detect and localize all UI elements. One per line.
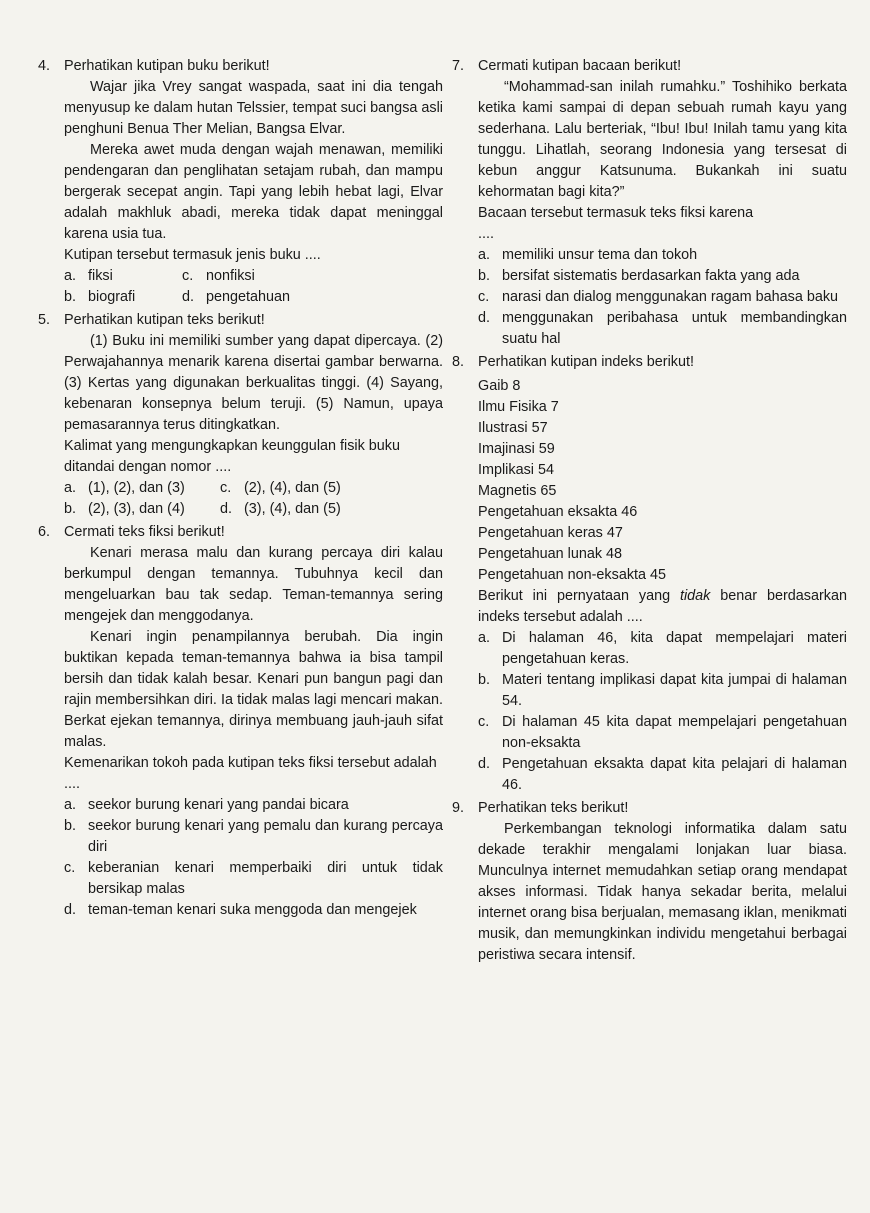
stem-text: benar berdasarkan indeks tersebut adalah ....: [478, 588, 847, 625]
option-text: Di halaman 46, kita dapat mempelajari materi pengetahuan keras.: [502, 630, 847, 667]
option-letter: a.: [64, 480, 77, 496]
option-c[interactable]: [220, 478, 443, 499]
option-text: seekor burung kenari yang pandai bicara: [88, 797, 349, 813]
option-d[interactable]: [220, 499, 443, 520]
index-entry: Ilmu Fisika 7: [478, 399, 559, 415]
question-stem: Kutipan tersebut termasuk jenis buku ....: [64, 247, 321, 263]
passage-paragraph: Perkembangan teknologi informatika dalam satu dekade terakhir mengalami lonjakan luar biasa. Munculnya internet memudahkan setiap orang mendapat akses informasi. Tidak hanya sekadar berita, melalui internet orang bisa berjualan, memasang iklan, menikmati musik, dan memungkinkan individu mengetahui berbagai peristiwa secara intensif.: [478, 821, 847, 963]
passage: [64, 331, 443, 436]
question-8: [452, 352, 847, 796]
passage-paragraph: Mereka awet muda dengan wajah menawan, memiliki pendengaran dan penglihatan setajam rubah, dan mampu bergerak secepat angin. Tapi yang lebih hebat lagi, Elvar adalah makhluk abadi, mereka tidak dapat meninggal karena usia tua.: [64, 142, 443, 242]
option-text: menggunakan peribahasa untuk membandingkan suatu hal: [502, 310, 847, 347]
option-text: nonfiksi: [206, 268, 255, 284]
option-text: (2), (4), dan (5): [244, 480, 341, 496]
option-letter: b.: [64, 818, 77, 834]
question-stem-ellipsis: ....: [478, 226, 494, 242]
right-column: [452, 56, 847, 966]
option-text: memiliki unsur tema dan tokoh: [502, 247, 698, 263]
question-number: 8.: [452, 354, 465, 370]
option-letter: b.: [64, 289, 77, 305]
passage-paragraph: “Mohammad-san inilah rumahku.” Toshihiko berkata ketika kami sampai di depan sebuah rumah kayu yang sederhana. Lalu berteriak, “Ibu! Ibu! Inilah tamu yang kita tunggu. Lihatlah, seorang Indonesia yang tersesat di kebun anggur Katsunuma. Bukankah ini suatu kehormatan bagi kita?”: [478, 79, 847, 200]
passage-paragraph: Kenari ingin penampilannya berubah. Dia ingin buktikan kepada teman-temannya bahwa ia bisa tampil bersih dan tidak kalah besar. Kenari pun bangun pagi dan rajin membersihkan diri. Ia tidak malas lagi mencari makan. Berkat ejekan temannya, dirinya membuang jauh-jauh sifat malas.: [64, 629, 443, 750]
option-letter: c.: [64, 860, 76, 876]
option-c[interactable]: [182, 266, 443, 287]
option-a[interactable]: [64, 266, 182, 287]
question-heading: Perhatikan kutipan buku berikut!: [64, 58, 270, 74]
option-d[interactable]: [478, 308, 847, 350]
option-letter: b.: [478, 268, 491, 284]
question-number: 9.: [452, 800, 465, 816]
stem-emphasis: tidak: [679, 588, 711, 604]
index-entry: Pengetahuan lunak 48: [478, 546, 623, 562]
question-heading: Cermati teks fiksi berikut!: [64, 524, 225, 540]
left-column: [38, 56, 443, 921]
question-5: [38, 310, 443, 520]
question-7: [452, 56, 847, 350]
option-a[interactable]: [64, 795, 443, 816]
index-entry: Magnetis 65: [478, 483, 557, 499]
option-letter: d.: [64, 902, 77, 918]
passage-paragraph: Kenari merasa malu dan kurang percaya diri kalau berkumpul dengan temannya. Tubuhnya kecil dan mengeluarkan bau tak sedap. Teman-temannya sering mengejek dan menggodanya.: [64, 545, 443, 624]
question-stem: Bacaan tersebut termasuk teks fiksi karena: [478, 205, 754, 221]
option-text: seekor burung kenari yang pemalu dan kurang percaya diri: [88, 818, 443, 855]
question-number: 6.: [38, 524, 51, 540]
passage-paragraph: Wajar jika Vrey sangat waspada, saat ini dia tengah menyusup ke dalam hutan Telssier, tempat suci bangsa asli penghuni Benua Ther Melian, Bangsa Elvar.: [64, 79, 443, 137]
option-c[interactable]: [478, 287, 847, 308]
option-letter: c.: [220, 480, 232, 496]
option-letter: c.: [182, 268, 194, 284]
option-text: teman-teman kenari suka menggoda dan mengejek: [88, 902, 417, 918]
question-heading: Perhatikan teks berikut!: [478, 800, 629, 816]
option-text: Pengetahuan eksakta dapat kita pelajari di halaman 46.: [502, 756, 847, 793]
question-stem: Kemenarikan tokoh pada kutipan teks fiksi tersebut adalah ....: [64, 755, 437, 792]
option-b[interactable]: [64, 287, 182, 308]
option-d[interactable]: [64, 900, 443, 921]
option-d[interactable]: [182, 287, 443, 308]
option-d[interactable]: [478, 754, 847, 796]
index-list: [478, 376, 847, 586]
option-c[interactable]: [478, 712, 847, 754]
index-entry: Pengetahuan keras 47: [478, 525, 623, 541]
passage-paragraph: (1) Buku ini memiliki sumber yang dapat dipercaya. (2) Perwajahannya menarik karena disertai gambar berwarna. (3) Kertas yang digunakan berkualitas tinggi. (4) Sayang, kebenaran konsepnya belum teruji. (5) Namun, upaya pemasarannya terus ditingkatkan.: [64, 333, 443, 433]
question-heading: Cermati kutipan bacaan berikut!: [478, 58, 682, 74]
option-text: biografi: [88, 289, 136, 305]
option-letter: b.: [478, 672, 491, 688]
option-b[interactable]: [64, 499, 220, 520]
question-number: 4.: [38, 58, 51, 74]
passage: [64, 77, 443, 245]
question-number: 5.: [38, 312, 51, 328]
option-b[interactable]: [64, 816, 443, 858]
option-b[interactable]: [478, 266, 847, 287]
option-text: fiksi: [88, 268, 113, 284]
question-4: [38, 56, 443, 308]
option-letter: d.: [478, 310, 491, 326]
question-6: [38, 522, 443, 921]
option-letter: a.: [478, 630, 491, 646]
option-c[interactable]: [64, 858, 443, 900]
option-a[interactable]: [64, 478, 220, 499]
passage: [478, 77, 847, 203]
option-text: narasi dan dialog menggunakan ragam bahasa baku: [502, 289, 839, 305]
index-entry: Pengetahuan eksakta 46: [478, 504, 638, 520]
index-entry: Imajinasi 59: [478, 441, 555, 457]
option-text: keberanian kenari memperbaiki diri untuk tidak bersikap malas: [88, 860, 443, 897]
option-a[interactable]: [478, 628, 847, 670]
question-number: 7.: [452, 58, 465, 74]
option-letter: c.: [478, 289, 490, 305]
question-heading: Perhatikan kutipan teks berikut!: [64, 312, 265, 328]
option-letter: a.: [64, 797, 77, 813]
question-stem: Kalimat yang mengungkapkan keunggulan fisik buku ditandai dengan nomor ....: [64, 438, 401, 475]
option-text: (2), (3), dan (4): [88, 501, 185, 517]
index-entry: Pengetahuan non-eksakta 45: [478, 567, 667, 583]
option-letter: d.: [478, 756, 491, 772]
option-text: (3), (4), dan (5): [244, 501, 341, 517]
option-letter: d.: [182, 289, 195, 305]
option-b[interactable]: [478, 670, 847, 712]
option-a[interactable]: [478, 245, 847, 266]
option-letter: b.: [64, 501, 77, 517]
passage: [478, 819, 847, 966]
index-entry: Ilustrasi 57: [478, 420, 548, 436]
index-entry: Implikasi 54: [478, 462, 554, 478]
option-text: bersifat sistematis berdasarkan fakta yang ada: [502, 268, 800, 284]
option-letter: a.: [64, 268, 77, 284]
option-letter: d.: [220, 501, 233, 517]
option-text: (1), (2), dan (3): [88, 480, 185, 496]
passage: [64, 543, 443, 753]
option-text: Di halaman 45 kita dapat mempelajari pengetahuan non-eksakta: [502, 714, 847, 751]
question-heading: Perhatikan kutipan indeks berikut!: [478, 354, 694, 370]
stem-text: Berikut ini pernyataan yang: [478, 588, 680, 604]
option-text: pengetahuan: [206, 289, 291, 305]
options-grid: [64, 266, 443, 308]
option-text: Materi tentang implikasi dapat kita jumpai di halaman 54.: [502, 672, 847, 709]
options-grid: [64, 478, 443, 520]
question-stem: [478, 586, 847, 628]
index-entry: Gaib 8: [478, 378, 521, 394]
option-letter: c.: [478, 714, 490, 730]
question-9: [452, 798, 847, 966]
option-letter: a.: [478, 247, 491, 263]
